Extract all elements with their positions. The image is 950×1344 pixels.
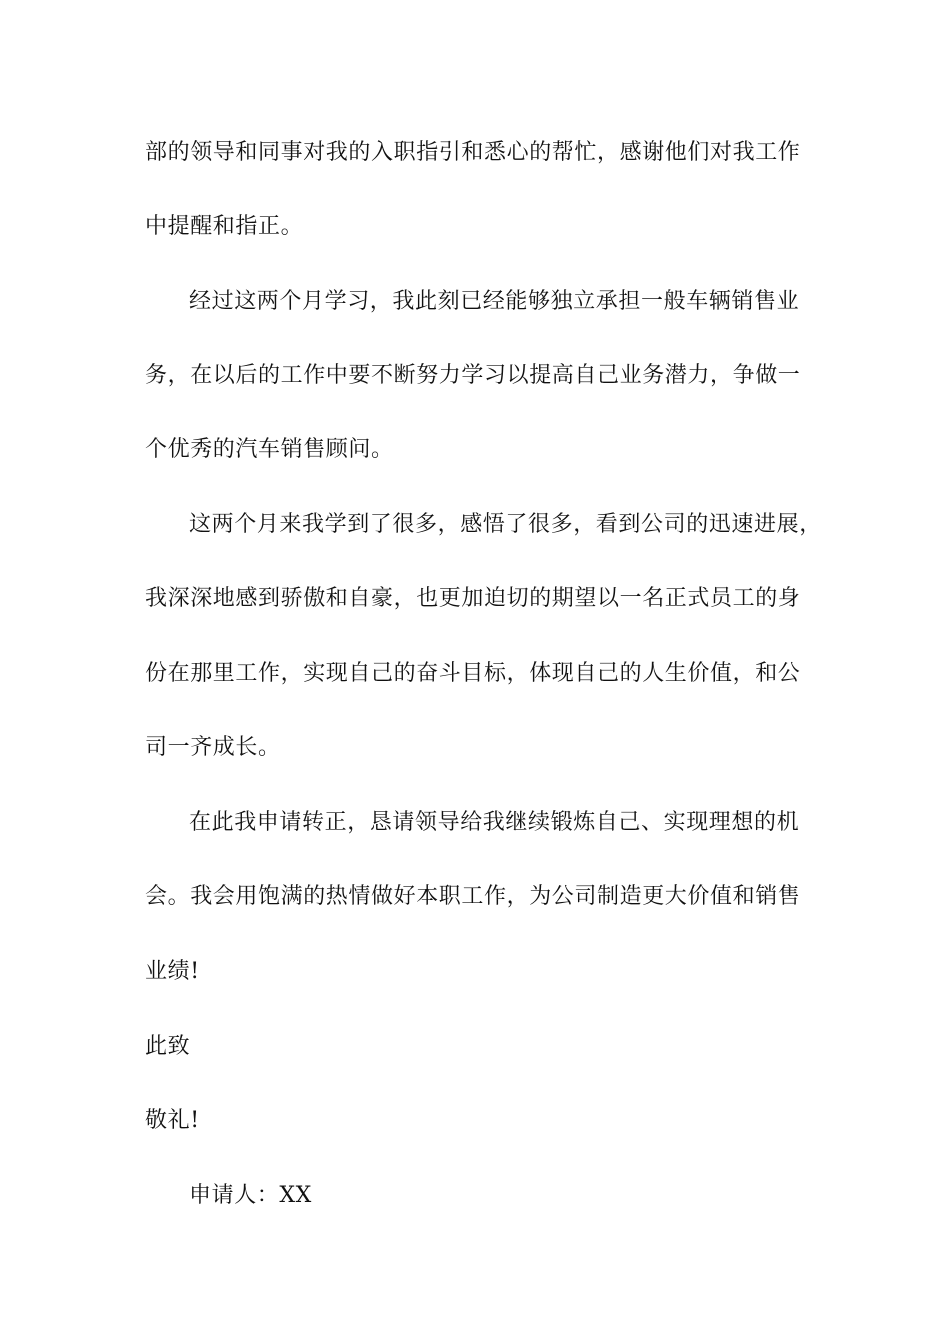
closing-regards: 敬礼! [145,1108,200,1133]
paragraph-2-line-2: 务，在以后的工作中要不断努力学习以提高自己业务潜力，争做一 [145,363,801,388]
paragraph-4-line-1: 在此我申请转正，恳请领导给我继续锻炼自己、实现理想的机 [189,810,800,835]
paragraph-4-line-3: 业绩! [145,959,200,984]
paragraph-3-line-4: 司一齐成长。 [145,735,281,760]
paragraph-3-line-2: 我深深地感到骄傲和自豪，也更加迫切的期望以一名正式员工的身 [145,586,801,611]
paragraph-3-line-3: 份在那里工作，实现自己的奋斗目标，体现自己的人生价值，和公 [145,661,801,686]
paragraph-3-line-1: 这两个月来我学到了很多，感悟了很多，看到公司的迅速进展， [189,512,822,537]
closing-salutation: 此致 [145,1034,191,1059]
paragraph-2-line-3: 个优秀的汽车销售顾问。 [145,437,394,462]
paragraph-1-line-1: 部的领导和同事对我的入职指引和悉心的帮忙，感谢他们对我工作 [145,140,801,165]
paragraph-1-line-2: 中提醒和指正。 [145,214,304,239]
paragraph-4-line-2: 会。我会用饱满的热情做好本职工作，为公司制造更大价值和销售 [145,884,801,909]
paragraph-2-line-1: 经过这两个月学习，我此刻已经能够独立承担一般车辆销售业 [189,289,800,314]
applicant-signature: 申请人：XX [189,1183,312,1208]
